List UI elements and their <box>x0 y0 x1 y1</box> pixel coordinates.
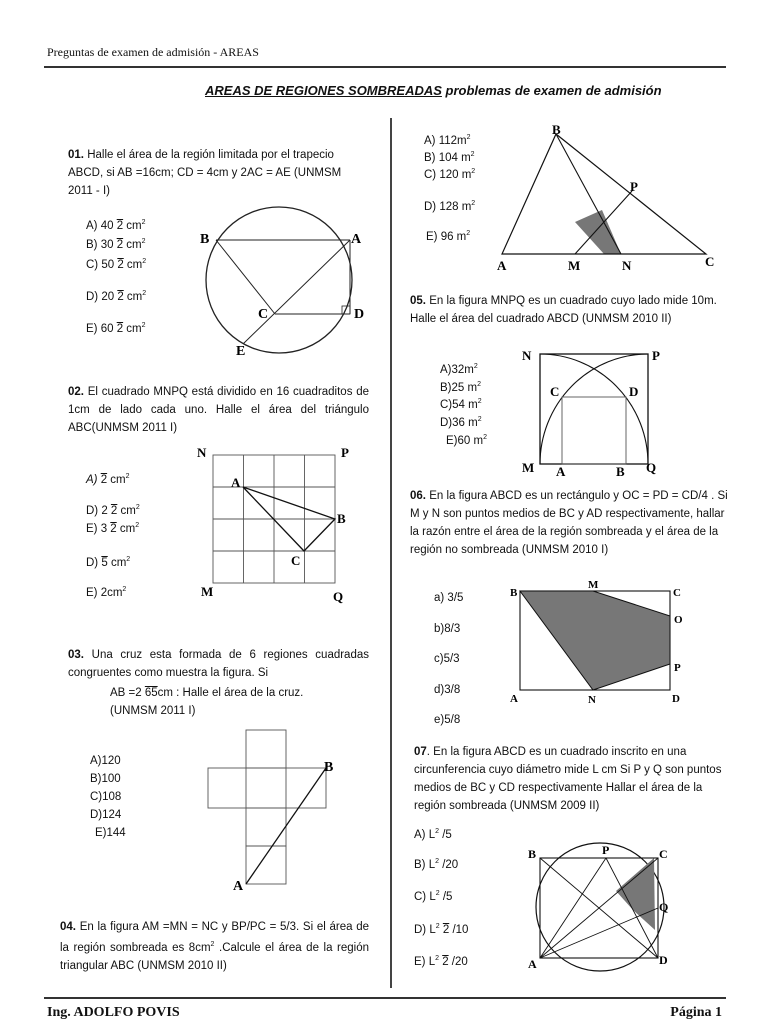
q07-option-e: E) $L^2$ 2 /20 <box>414 955 468 968</box>
question-text: En la figura AM =MN = NC y BP/PC = 5/3. Si el área de la región sombreada es 8cm <box>60 921 369 954</box>
q04-option-b: B) 104 $m^2$ <box>424 151 475 164</box>
svg-text:M: M <box>568 258 581 273</box>
q01-option-a: A) 40 2 $cm^2$ <box>86 219 146 232</box>
q01-option-e: E) 60 2 $cm^2$ <box>86 322 146 335</box>
q04-option-c: C) 120 $m^2$ <box>424 168 476 181</box>
svg-text:A: A <box>510 693 518 705</box>
question-01 <box>68 146 358 200</box>
svg-text:C: C <box>291 553 301 568</box>
q03-option-d: D)124 <box>90 809 122 821</box>
page-title <box>205 83 662 98</box>
q04-option-d: D) 128 $m^2$ <box>424 200 476 213</box>
header-rule <box>44 66 726 68</box>
question-03 <box>68 646 369 682</box>
q06-option-d: d)3/8 <box>434 684 461 696</box>
question-text: El cuadrado MNPQ está dividido en 16 cuadraditos de 1cm de lado cada uno. Halle el área del triángulo ABC(UNMSM 2011 I) <box>68 386 369 434</box>
running-header: Preguntas de examen de admisión - AREAS <box>47 45 259 59</box>
q02-option-d: D) 2 2 $cm^2$ <box>86 504 140 517</box>
q05-option-d: D)36 $m^2$ <box>440 416 482 429</box>
title-main: AREAS DE REGIONES SOMBREADAS <box>205 83 442 98</box>
svg-text:B: B <box>552 122 561 137</box>
q06-option-e: e)5/8 <box>434 714 461 726</box>
q06-figure <box>500 576 700 708</box>
column-divider <box>390 118 392 988</box>
q03-figure <box>200 720 350 895</box>
q01-option-b: B) 30 2 $cm^2$ <box>86 238 146 251</box>
question-text: . En la figura ABCD es un cuadrado inscrito en una circunferencia cuyo diámetro mide L cm Si P y Q son puntos medios de BC y CD respectivamente Hallar el área de la región sombreada (UNMSM 2009 II) <box>414 746 722 812</box>
question-number: 04. <box>60 921 76 933</box>
svg-text:C: C <box>673 587 681 599</box>
label-d: D <box>354 307 365 322</box>
q07-option-c: C) $L^2$ /5 <box>414 890 453 903</box>
footer-author: Ing. ADOLFO POVIS <box>47 1005 180 1020</box>
q05-option-b: B)25 $m^2$ <box>440 381 481 394</box>
q03-option-e: E)144 <box>95 827 126 839</box>
question-number: 06. <box>410 490 426 502</box>
question-text: En la figura MNPQ es un cuadrado cuyo lado mide 10m. Halle el área del cuadrado ABCD (UNMSM 2010 II) <box>410 295 717 325</box>
svg-text:Q: Q <box>659 900 669 914</box>
q07-figure <box>514 838 714 978</box>
q06-option-c: c)5/3 <box>434 653 460 665</box>
svg-text:O: O <box>674 614 683 626</box>
q06-option-a: a) 3/5 <box>434 592 464 604</box>
svg-text:A: A <box>231 475 241 490</box>
footer-rule <box>44 997 726 999</box>
svg-text:B: B <box>528 847 537 861</box>
svg-text:M: M <box>588 579 599 591</box>
svg-text:A: A <box>497 258 507 273</box>
q01-option-c: C) 50 2 $cm^2$ <box>86 258 147 271</box>
question-07 <box>414 743 728 815</box>
question-number: 05. <box>410 295 426 307</box>
svg-text:N: N <box>522 348 532 363</box>
q07-option-b: B) $L^2$ /20 <box>414 858 459 871</box>
question-number: 02. <box>68 386 84 398</box>
q03-option-c: C)108 <box>90 791 122 803</box>
q06-option-b: b)8/3 <box>434 623 461 635</box>
label-c: C <box>258 307 269 322</box>
question-02 <box>68 383 369 437</box>
svg-text:P: P <box>674 662 681 674</box>
question-number: 07 <box>414 746 427 758</box>
q05-option-a: $A)32m^2$ <box>440 363 478 376</box>
svg-text:P: P <box>602 843 610 857</box>
svg-text:B: B <box>510 587 518 599</box>
question-number: 03. <box>68 649 84 661</box>
svg-text:A: A <box>233 879 244 894</box>
title-rest: problemas de examen de admisión <box>441 83 662 98</box>
svg-text:P: P <box>630 179 638 194</box>
svg-text:Q: Q <box>646 460 657 475</box>
svg-text:B: B <box>337 511 346 526</box>
question-text: Una cruz esta formada de 6 regiones cuadradas congruentes como muestra la figura. Si <box>68 649 369 679</box>
svg-text:M: M <box>522 460 535 475</box>
q04-option-e: E) 96 $m^2$ <box>426 230 471 243</box>
q02-option-d2: D) 5 $cm^2$ <box>86 556 131 569</box>
q01-figure <box>198 200 378 360</box>
svg-text:C: C <box>705 254 715 269</box>
q05-figure <box>518 342 678 482</box>
q03-option-b: B)100 <box>90 773 121 785</box>
q02-option-e: E) 3 2 $cm^2$ <box>86 522 140 535</box>
svg-text:A: A <box>528 957 537 971</box>
svg-text:A: A <box>556 464 566 479</box>
question-text: En la figura ABCD es un rectángulo y OC = PD = CD/4 . Si M y N son puntos medios de BC y AD respectivamente, hallar la razón entre el área de la región sombreada y el área de la región no sombreada (UNMSM 2010 I) <box>410 490 728 556</box>
q02-option-e2: E) $2cm^2$ <box>86 586 127 599</box>
q03-option-a: A)120 <box>90 755 121 767</box>
label-a: A <box>351 232 362 247</box>
svg-text:C: C <box>659 847 668 861</box>
q02-figure <box>195 443 365 605</box>
svg-text:M: M <box>201 584 214 599</box>
svg-text:Q: Q <box>333 589 344 604</box>
q07-option-d: D) $L^2$ 2 /10 <box>414 923 469 936</box>
q05-option-c: C)54 $m^2$ <box>440 398 482 411</box>
q07-option-a: A) $L^2$ /5 <box>414 828 452 841</box>
svg-text:B: B <box>324 760 334 775</box>
footer-page-number: Página 1 <box>670 1005 722 1020</box>
svg-text:N: N <box>622 258 632 273</box>
svg-text:D: D <box>629 384 639 399</box>
label-b: B <box>200 232 210 247</box>
q02-option-a: A) 2 $cm^2$ <box>86 473 130 486</box>
q03-text-line2: AB =2 65cm : Halle el área de la cruz. <box>110 687 304 699</box>
q04-option-a: A) $112m^2$ <box>424 134 471 147</box>
svg-text:B: B <box>616 464 625 479</box>
svg-text:N: N <box>197 445 207 460</box>
svg-text:P: P <box>652 348 660 363</box>
question-04: 04. En la figura AM =MN = NC y BP/PC = 5/3. Si el área de la región sombreada es $8cm^2$ .Calcule el área de la región triangular ABC (UNMSM 2010 II) <box>60 921 369 972</box>
svg-text:D: D <box>672 693 680 705</box>
q05-option-e: E)60 $m^2$ <box>446 434 487 447</box>
question-06 <box>410 487 728 559</box>
label-e: E <box>236 344 246 359</box>
svg-text:D: D <box>659 953 668 967</box>
question-text: Halle el área de la región limitada por el trapecio ABCD, si AB =16cm; CD = 4cm y 2AC = AE (UNMSM 2011 - I) <box>68 149 342 197</box>
q04-figure <box>494 120 724 275</box>
svg-text:P: P <box>341 445 349 460</box>
svg-text:N: N <box>588 694 596 706</box>
question-05 <box>410 292 728 328</box>
svg-text:C: C <box>550 384 560 399</box>
q01-option-d: D) 20 2 $cm^2$ <box>86 290 147 303</box>
question-number: 01. <box>68 149 84 161</box>
q03-text-line3: (UNMSM 2011 I) <box>110 705 196 717</box>
